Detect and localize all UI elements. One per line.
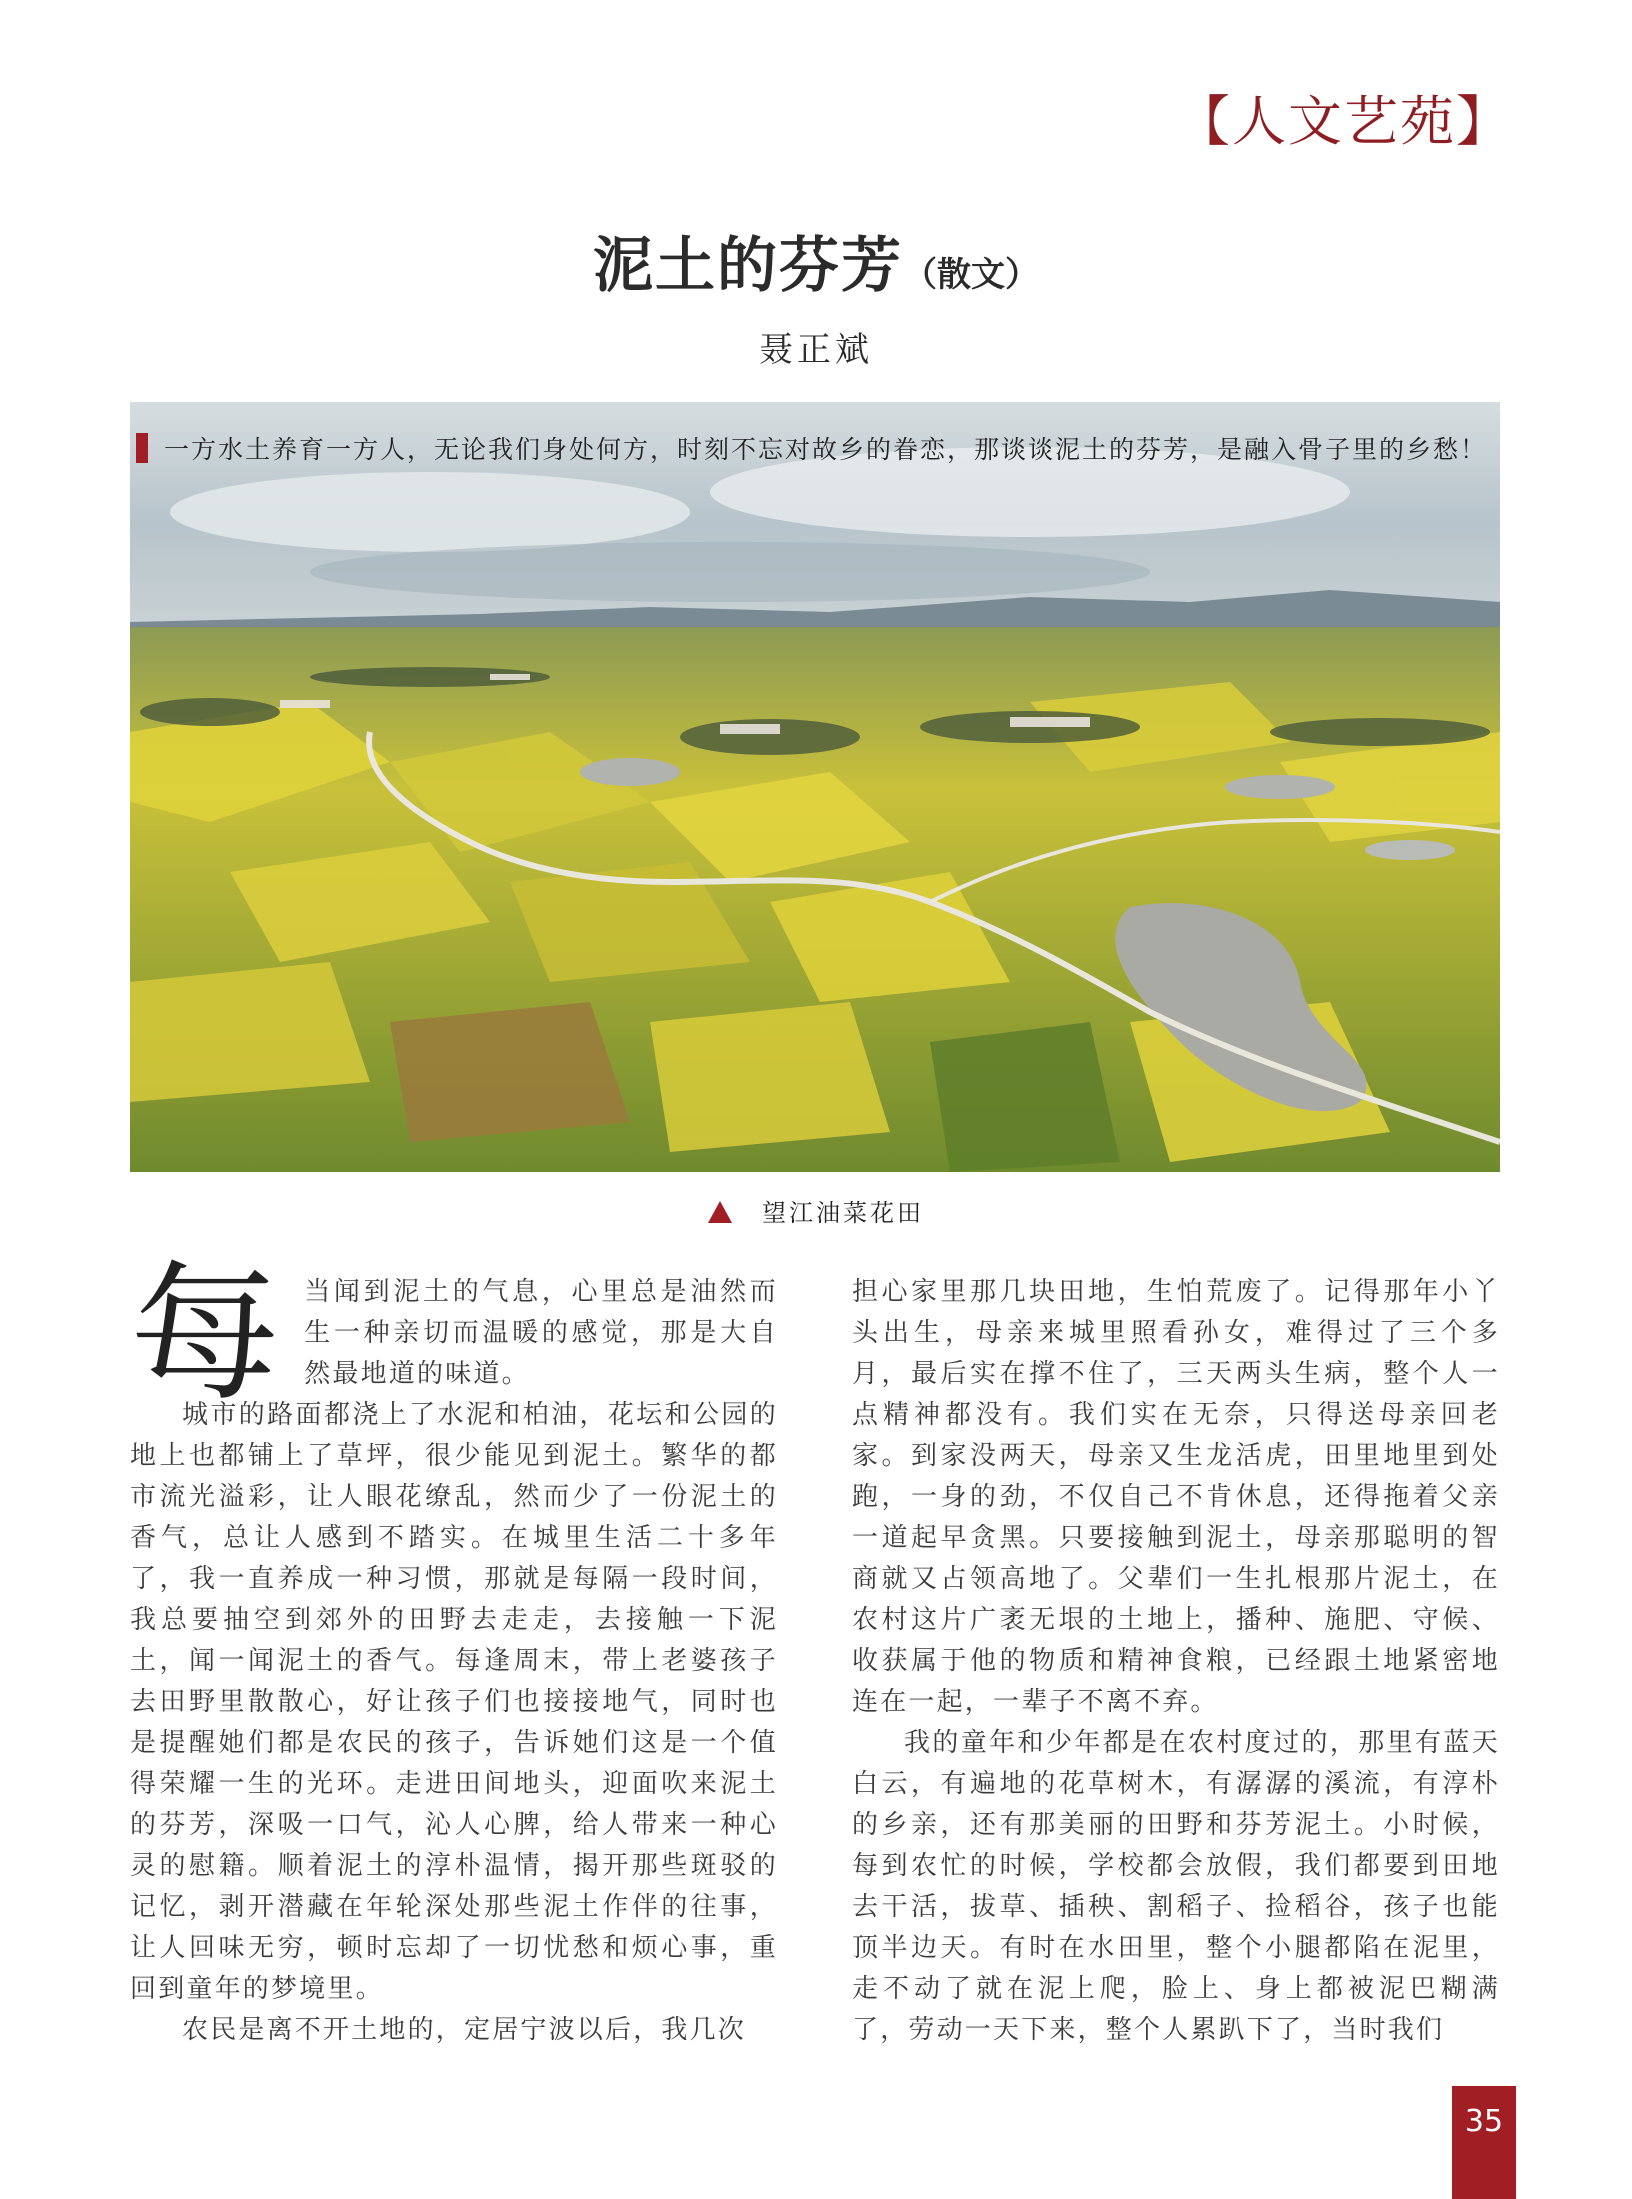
lead-marker [136,433,148,463]
lead-quote [136,430,1488,466]
rapeseed-field-image [130,402,1500,1172]
triangle-up-icon [708,1201,732,1223]
landscape-photo [130,402,1500,1172]
paragraph: 当闻到泥土的气息，心里总是油然而生一种亲切而温暖的感觉，那是大自然最地道的味道。 [304,1277,778,1389]
section-tag: 【人文艺苑】 [1176,90,1512,153]
page-number: 35 [1452,2086,1516,2199]
author-name: 聂正斌 [759,330,873,370]
paragraph: 农民是离不开土地的，定居宁波以后，我几次 [182,2015,747,2045]
title-genre: （散文） [903,255,1039,295]
text-column-right [852,1272,1500,2051]
paragraph: 我的童年和少年都是在农村度过的，那里有蓝天白云，有遍地的花草树木，有潺潺的溪流，有淳朴的乡亲，还有那美丽的田野和芬芳泥土。小时候，每到农忙的时候，学校都会放假，我们都要到田地去干活，拔草、插秧、割稻子、捡稻谷，孩子也能顶半边天。有时在水田里，整个小腿都陷在泥里，走不动了就在泥上爬，脸上、身上都被泥巴糊满了，劳动一天下来，整个人累趴下了，当时我们 [852,1728,1500,2045]
text-column-left [130,1248,778,2051]
caption-text: 望江油菜花田 [762,1199,924,1227]
drop-cap: 每 [130,1248,283,1422]
photo-caption [0,1193,1632,1228]
title-main: 泥土的芬芳 [593,231,903,301]
article-title [0,218,1632,304]
lead-text: 一方水土养育一方人，无论我们身处何方，时刻不忘对故乡的眷恋，那谈谈泥土的芬芳，是融入骨子里的乡愁！ [164,435,1488,464]
paragraph: 担心家里那几块田地，生怕荒废了。记得那年小丫头出生，母亲来城里照看孙女，难得过了三个多月，最后实在撑不住了，三天两头生病，整个人一点精神都没有。我们实在无奈，只得送母亲回老家。到家没两天，母亲又生龙活虎，田里地里到处跑，一身的劲，不仅自己不肯休息，还得拖着父亲一道起早贪黑。只要接触到泥土，母亲那聪明的智商就又占领高地了。父辈们一生扎根那片泥土，在农村这片广袤无垠的土地上，播种、施肥、守候、收获属于他的物质和精神食粮，已经跟土地紧密地连在一起，一辈子不离不弃。 [852,1277,1500,1717]
paragraph: 城市的路面都浇上了水泥和柏油，花坛和公园的地上也都铺上了草坪，很少能见到泥土。繁华的都市流光溢彩，让人眼花缭乱，然而少了一份泥土的香气，总让人感到不踏实。在城里生活二十多年了，我一直养成一种习惯，那就是每隔一段时间，我总要抽空到郊外的田野去走走，去接触一下泥土，闻一闻泥土的香气。每逢周末，带上老婆孩子去田野里散散心，好让孩子们也接接地气，同时也是提醒她们都是农民的孩子，告诉她们这是一个值得荣耀一生的光环。走进田间地头，迎面吹来泥土的芬芳，深吸一口气，沁人心脾，给人带来一种心灵的慰籍。顺着泥土的淳朴温情，揭开那些斑驳的记忆，剥开潜藏在年轮深处那些泥土作伴的往事，让人回味无穷，顿时忘却了一切忧愁和烦心事，重回到童年的梦境里。 [130,1400,778,2004]
